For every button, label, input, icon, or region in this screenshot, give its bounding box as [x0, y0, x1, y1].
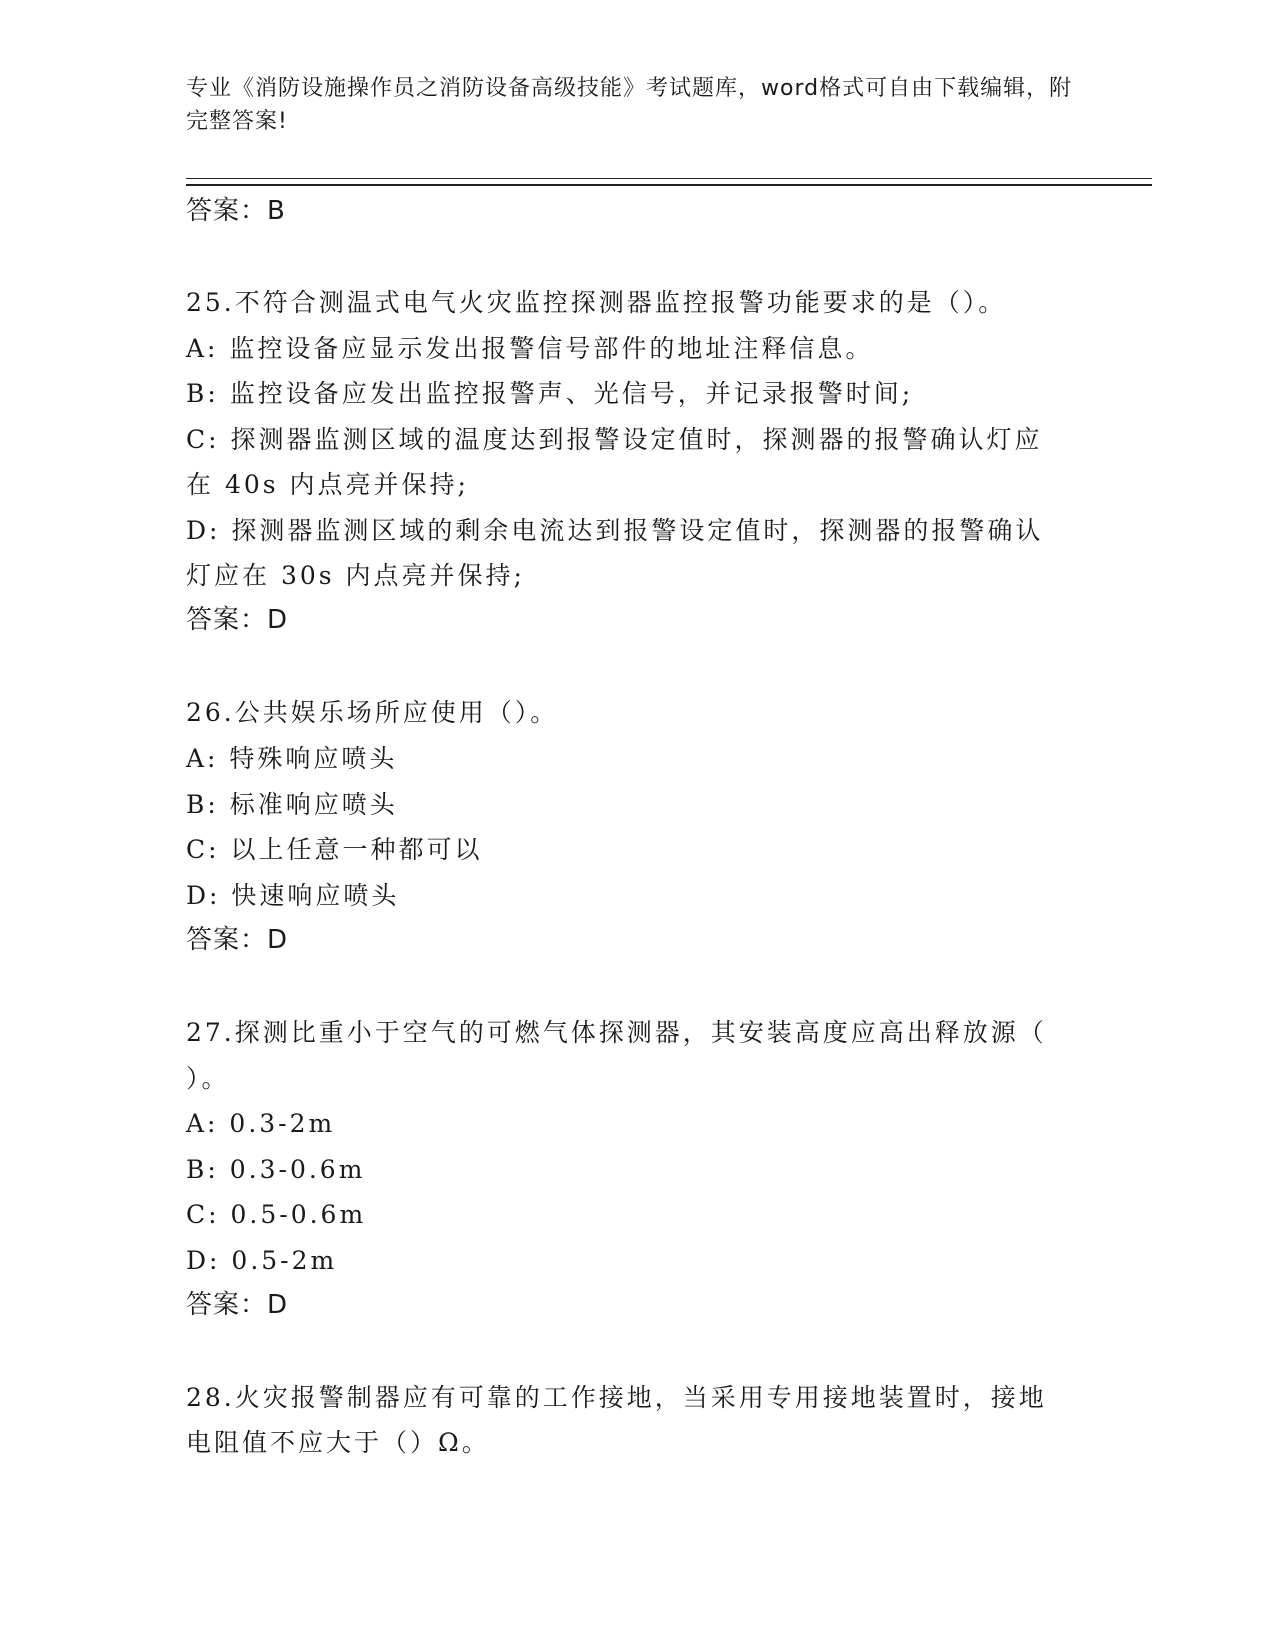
question-27-stem: 27.探测比重小于空气的可燃气体探测器，其安装高度应高出释放源（	[186, 1018, 1047, 1047]
question-27-option-b: B: 0.3-0.6m	[186, 1155, 366, 1184]
question-25-option-d-cont: 灯应在 30s 内点亮并保持;	[186, 561, 525, 590]
question-26-option-b: B: 标准响应喷头	[186, 790, 398, 819]
question-25-option-d: D: 探测器监测区域的剩余电流达到报警设定值时，探测器的报警确认	[186, 516, 1044, 545]
header-divider-thick	[186, 184, 1152, 186]
question-27-option-d: D: 0.5-2m	[186, 1246, 338, 1275]
question-26-answer: 答案：D	[186, 925, 289, 955]
question-25-option-a: A: 监控设备应显示发出报警信号部件的地址注释信息。	[186, 334, 874, 363]
question-28-stem: 28.火灾报警制器应有可靠的工作接地，当采用专用接地装置时，接地	[186, 1383, 1047, 1412]
question-25-stem: 25.不符合测温式电气火灾监控探测器监控报警功能要求的是（）。	[186, 288, 1007, 317]
document-header: 专业《消防设施操作员之消防设备高级技能》考试题库，word格式可自由下载编辑，附完整答案!	[186, 76, 1073, 134]
question-26-option-d: D: 快速响应喷头	[186, 881, 400, 910]
question-26-stem: 26.公共娱乐场所应使用（）。	[186, 698, 559, 727]
header-divider-thin	[186, 178, 1152, 179]
question-27-answer: 答案：D	[186, 1290, 289, 1320]
question-26-option-a: A: 特殊响应喷头	[186, 744, 398, 773]
question-25-option-b: B: 监控设备应发出监控报警声、光信号，并记录报警时间;	[186, 379, 914, 408]
answer-line: 答案：B	[186, 196, 286, 226]
question-27-stem-cont: ）。	[186, 1064, 230, 1093]
question-27-option-a: A: 0.3-2m	[186, 1109, 336, 1138]
question-26-option-c: C: 以上任意一种都可以	[186, 835, 483, 864]
question-27-option-c: C: 0.5-0.6m	[186, 1200, 367, 1229]
question-28-stem-cont: 电阻值不应大于（）Ω。	[186, 1428, 490, 1457]
question-25-option-c-cont: 在 40s 内点亮并保持;	[186, 470, 469, 499]
question-25-option-c: C: 探测器监测区域的温度达到报警设定值时，探测器的报警确认灯应	[186, 425, 1043, 454]
question-25-answer: 答案：D	[186, 605, 289, 635]
